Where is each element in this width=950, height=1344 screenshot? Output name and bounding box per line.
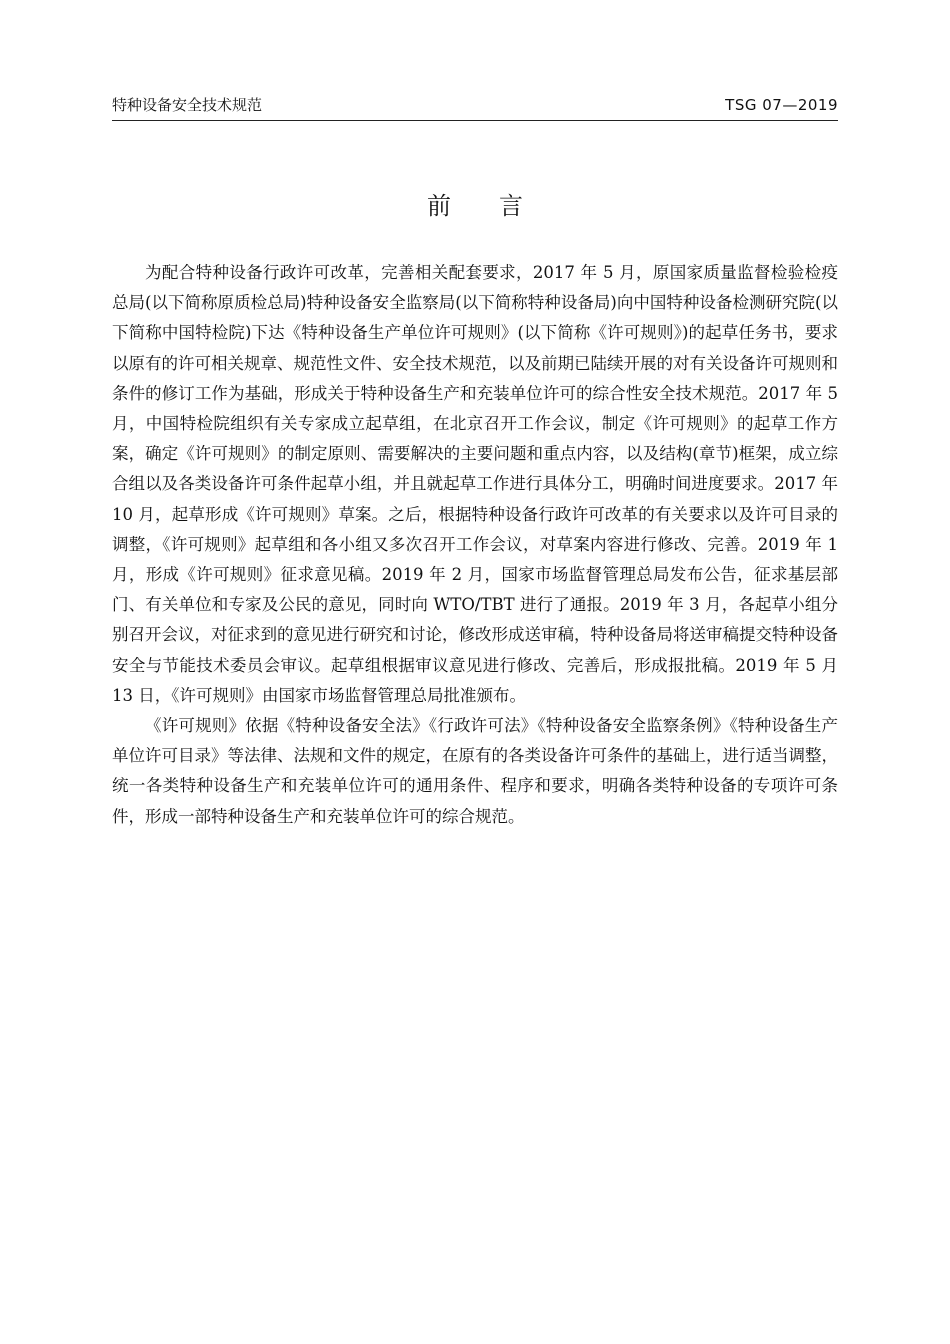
preface-body [112, 258, 838, 832]
header-series-title: 特种设备安全技术规范 [112, 96, 263, 114]
preface-paragraph-2: 《许可规则》依据《特种设备安全法》《行政许可法》《特种设备安全监察条例》《特种设备生产单位许可目录》等法律、法规和文件的规定，在原有的各类设备许可条件的基础上，进行适当调整，统一各类特种设备生产和充装单位许可的通用条件、程序和要求，明确各类特种设备的专项许可条件，形成一部特种设备生产和充装单位许可的综合规范。 [112, 716, 838, 826]
running-header [112, 94, 838, 121]
preface-paragraph-1: 为配合特种设备行政许可改革，完善相关配套要求，2017 年 5 月，原国家质量监督检验检疫总局(以下简称原质检总局)特种设备安全监察局(以下简称特种设备局)向中国特种设备检测研究院(以下简称中国特检院)下达《特种设备生产单位许可规则》(以下简称《许可规则》)的起草任务书，要求以原有的许可相关规章、规范性文件、安全技术规范，以及前期已陆续开展的对有关设备许可规则和条件的修订工作为基础，形成关于特种设备生产和充装单位许可的综合性安全技术规范。2017 年 5 月，中国特检院组织有关专家成立起草组，在北京召开工作会议，制定《许可规则》的起草工作方案，确定《许可规则》的制定原则、需要解决的主要问题和重点内容，以及结构(章节)框架，成立综合组以及各类设备许可条件起草小组，并且就起草工作进行具体分工，明确时间进度要求。2017 年 10 月，起草形成《许可规则》草案。之后，根据特种设备行政许可改革的有关要求以及许可目录的调整，《许可规则》起草组和各小组又多次召开工作会议，对草案内容进行修改、完善。2019 年 1 月，形成《许可规则》征求意见稿。2019 年 2 月，国家市场监督管理总局发布公告，征求基层部门、有关单位和专家及公民的意见，同时向 WTO/TBT 进行了通报。2019 年 3 月，各起草小组分别召开会议，对征求到的意见进行研究和讨论，修改形成送审稿，特种设备局将送审稿提交特种设备安全与节能技术委员会审议。起草组根据审议意见进行修改、完善后，形成报批稿。2019 年 5 月 13 日，《许可规则》由国家市场监督管理总局批准颁布。 [112, 263, 838, 705]
header-standard-code: TSG 07—2019 [725, 96, 838, 114]
page-title: 前言 [427, 192, 571, 220]
